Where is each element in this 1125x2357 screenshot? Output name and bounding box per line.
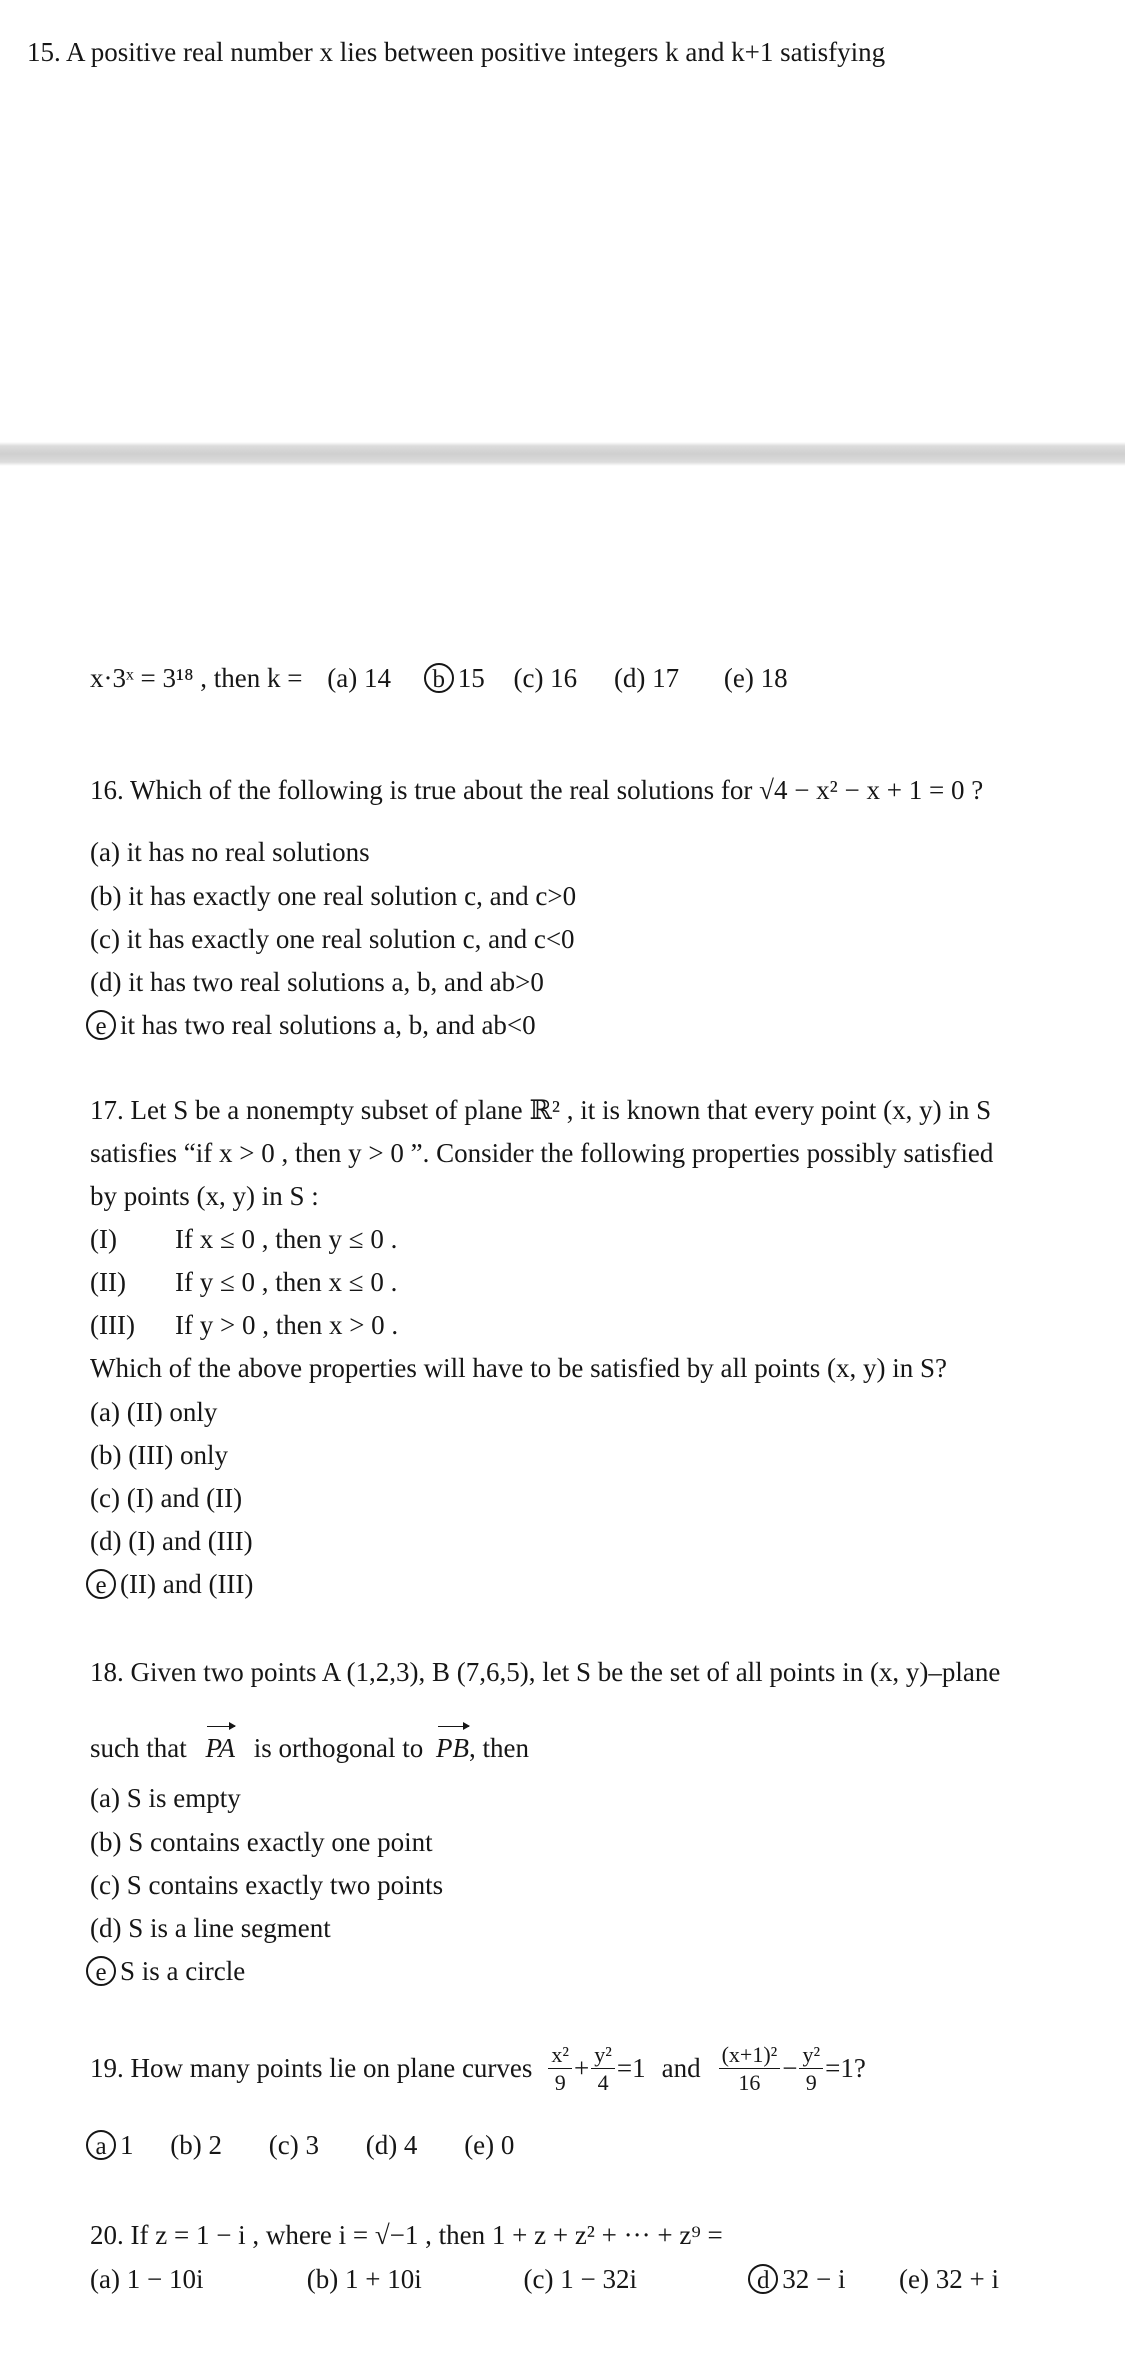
q18-option-a: (a) S is empty [90,1783,241,1813]
q20-options [90,2263,999,2295]
q16-circled-answer: e [86,1010,116,1040]
q18-option-e: e S is a circle [90,1955,245,1987]
q18-line-2: such that PA is orthogonal to PB, then [90,1722,529,1764]
q19-prompt: 19. How many points lie on plane curves [90,2053,533,2084]
q19-options [90,2129,514,2161]
q20-prompt: 20. If z = 1 − i , where i = √−1 , then 1 + z + z² + ··· + z⁹ = [90,2220,723,2250]
q19-stem: 19. How many points lie on plane curves $\frac{\text{x²}}{9}$ + $\frac{\text{y²}}{4}$ =1 and $\frac{\text{(x+1)²}}{16}$ − $\frac{\text{y²}}{9}$ =1? [90,2042,866,2096]
q17-option-a: (a) (II) only [90,1397,218,1427]
q19-circled-answer: a [86,2130,116,2160]
q16-prompt: 16. Which of the following is true about the real solutions for [90,775,753,805]
q17-option-d: (d) (I) and (III) [90,1526,253,1556]
q19-option-d: (d) 4 [365,2130,418,2160]
q20-option-d: d 32 − i [752,2263,892,2295]
q20-option-a: (a) 1 − 10i [90,2264,204,2294]
q17-property-3: (III) If y > 0 , then x > 0 . [90,1310,399,1340]
q16-option-e: e it has two real solutions a, b, and ab<0 [90,1009,536,1041]
q20-option-c: (c) 1 − 32i [523,2264,637,2294]
q20-circled-answer: d [748,2264,778,2294]
q16-equation: √4 − x² − x + 1 = 0 ? [759,775,984,805]
q16-option-b: (b) it has exactly one real solution c, and c>0 [90,881,577,911]
q15-option-d: (d) 17 [613,663,680,693]
q20-option-e: (e) 32 + i [899,2264,999,2294]
q17-property-1: (I) If x ≤ 0 , then y ≤ 0 . [90,1224,398,1254]
q19-fraction-1: $\frac{\text{x²}}{9}$ [548,2043,572,2094]
q17-question: Which of the above properties will have to be satisfied by all points (x, y) in S? [90,1353,948,1383]
q17-option-b: (b) (III) only [90,1440,228,1470]
q18-line-1: 18. Given two points A (1,2,3), B (7,6,5), let S be the set of all points in (x, y)–plane [90,1657,1001,1687]
q15-equation-line [90,662,788,694]
vector-pb: PB [436,1722,469,1764]
q18-option-b: (b) S contains exactly one point [90,1827,433,1857]
q17-line-3: by points (x, y) in S : [90,1181,319,1211]
q17-option-c: (c) (I) and (II) [90,1483,243,1513]
q18-option-d: (d) S is a line segment [90,1913,331,1943]
q18-option-c: (c) S contains exactly two points [90,1870,444,1900]
q19-option-c: (c) 3 [268,2130,319,2160]
q16-option-c: (c) it has exactly one real solution c, and c<0 [90,924,575,954]
vector-pa: PA [205,1722,235,1764]
q17-line-2: satisfies “if x > 0 , then y > 0 ”. Consider the following properties possibly satisfied [90,1138,994,1168]
q15-circled-answer: b [424,663,454,693]
q17-option-e: e (II) and (III) [90,1568,253,1600]
q19-option-a: a 1 [90,2130,134,2160]
q16-option-a: (a) it has no real solutions [90,837,370,867]
q17-circled-answer: e [86,1569,116,1599]
q16-stem [90,774,983,806]
q19-fraction-2: $\frac{\text{y²}}{4}$ [591,2043,615,2094]
q15-prompt: 15. A positive real number x lies between positive integers k and k+1 satisfying [27,37,886,67]
q15-option-a: (a) 14 [327,663,391,693]
q19-fraction-4: $\frac{\text{y²}}{9}$ [799,2043,823,2094]
q16-option-d: (d) it has two real solutions a, b, and ab>0 [90,967,544,997]
q15-option-b: b 15 [428,663,485,693]
q20-option-b: (b) 1 + 10i [306,2264,422,2294]
q19-option-e: (e) 0 [464,2130,515,2160]
q19-option-b: (b) 2 [170,2130,222,2160]
q15-equation: x·3ˣ = 3¹⁸ , then k = [90,663,303,693]
q19-fraction-3: $\frac{\text{(x+1)²}}{16}$ [719,2043,781,2094]
q17-property-2: (II) If y ≤ 0 , then x ≤ 0 . [90,1267,398,1297]
q17-line-1: 17. Let S be a nonempty subset of plane ℝ² , it is known that every point (x, y) in S [90,1095,992,1125]
q18-circled-answer: e [86,1956,116,1986]
q15-option-e: (e) 18 [723,663,788,693]
q15-option-c: (c) 16 [513,663,578,693]
page-divider [0,442,1125,466]
